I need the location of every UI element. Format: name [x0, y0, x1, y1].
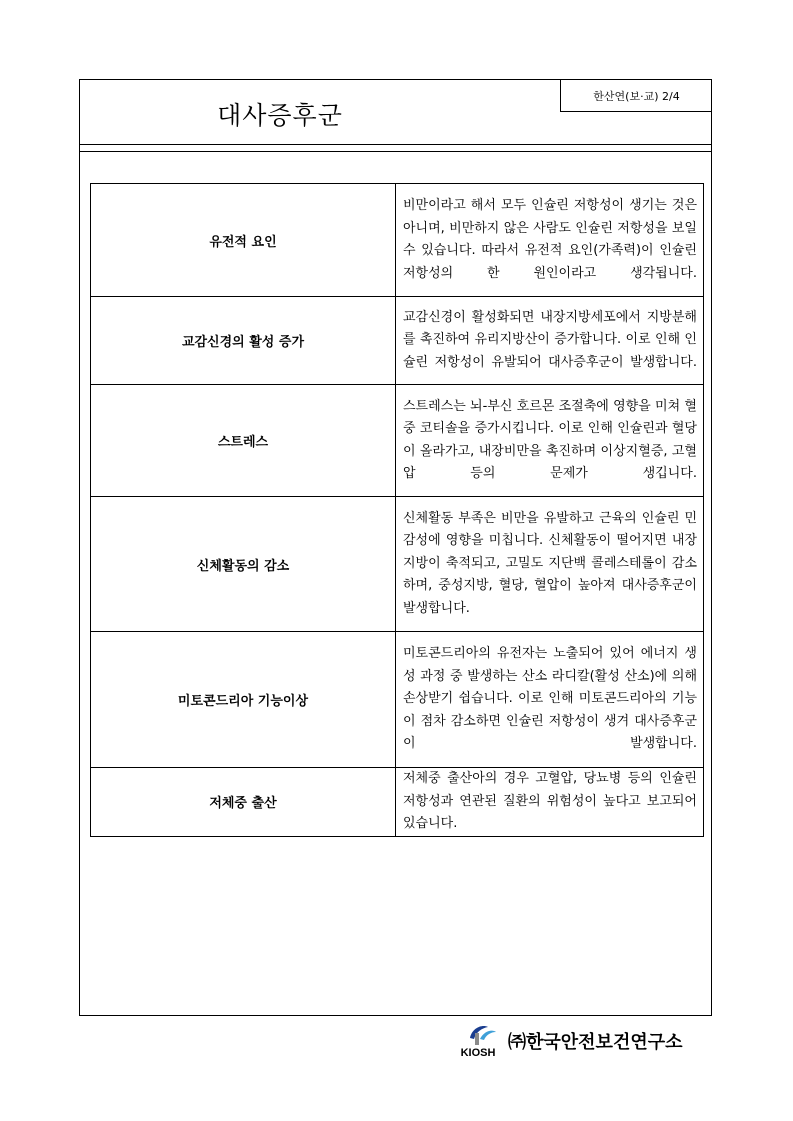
- table-row: [91, 184, 704, 297]
- header-rule-bottom: [80, 151, 711, 152]
- table-row: [91, 385, 704, 497]
- footer: [452, 1022, 712, 1058]
- factor-name: 미토콘드리아 기능이상: [91, 632, 396, 768]
- factor-name: 저체중 출산: [91, 768, 396, 837]
- factor-name: 유전적 요인: [91, 184, 396, 297]
- factor-name: 신체활동의 감소: [91, 497, 396, 632]
- table-row: [91, 632, 704, 768]
- table-row: [91, 497, 704, 632]
- page-title: 대사증후군: [217, 101, 343, 130]
- table-row: [91, 297, 704, 385]
- table-row: [91, 768, 704, 837]
- factor-description: 비만이라고 해서 모두 인슐린 저항성이 생기는 것은 아니며, 비만하지 않은 사람도 인슐린 저항성을 보일 수 있습니다. 따라서 유전적 요인(가족력)이 인슐린 저항성의 한 원인이라고 생각됩니다.: [395, 184, 703, 297]
- factors-table: [90, 183, 704, 837]
- factor-description: 미토콘드리아의 유전자는 노출되어 있어 에너지 생성 과정 중 발생하는 산소 라디칼(활성 산소)에 의해 손상받기 쉽습니다. 이로 인해 미토콘드리아의 기능이 점차 감소하면 인슐린 저항성이 생겨 대사증후군이 발생합니다.: [395, 632, 703, 768]
- logo-text: KIOSH: [460, 1047, 496, 1058]
- factor-description: 스트레스는 뇌-부신 호르몬 조절축에 영향을 미쳐 혈중 코티솔을 증가시킵니다. 이로 인해 인슐린과 혈당이 올라가고, 내장비만을 촉진하며 이상지혈증, 고혈압 등의 문제가 생깁니다.: [395, 385, 703, 497]
- factor-name: 교감신경의 활성 증가: [91, 297, 396, 385]
- factor-description: 교감신경이 활성화되면 내장지방세포에서 지방분해를 촉진하여 유리지방산이 증가합니다. 이로 인해 인슐린 저항성이 유발되어 대사증후군이 발생합니다.: [395, 297, 703, 385]
- factor-description: 신체활동 부족은 비만을 유발하고 근육의 인슐린 민감성에 영향을 미칩니다. 신체활동이 떨어지면 내장지방이 축적되고, 고밀도 지단백 콜레스테롤이 감소하며, 중성지방, 혈당, 혈압이 높아져 대사증후군이 발생합니다.: [395, 497, 703, 632]
- factor-description: 저체중 출산아의 경우 고혈압, 당뇨병 등의 인슐린 저항성과 연관된 질환의 위험성이 높다고 보고되어 있습니다.: [395, 768, 703, 837]
- page-reference: 한산연(보·교) 2/4: [560, 80, 712, 112]
- factor-name: 스트레스: [91, 385, 396, 497]
- kiosh-logo-icon: [452, 1022, 504, 1058]
- organization-name: ㈜한국안전보건연구소: [508, 1032, 683, 1053]
- header-rule-top: [80, 144, 711, 145]
